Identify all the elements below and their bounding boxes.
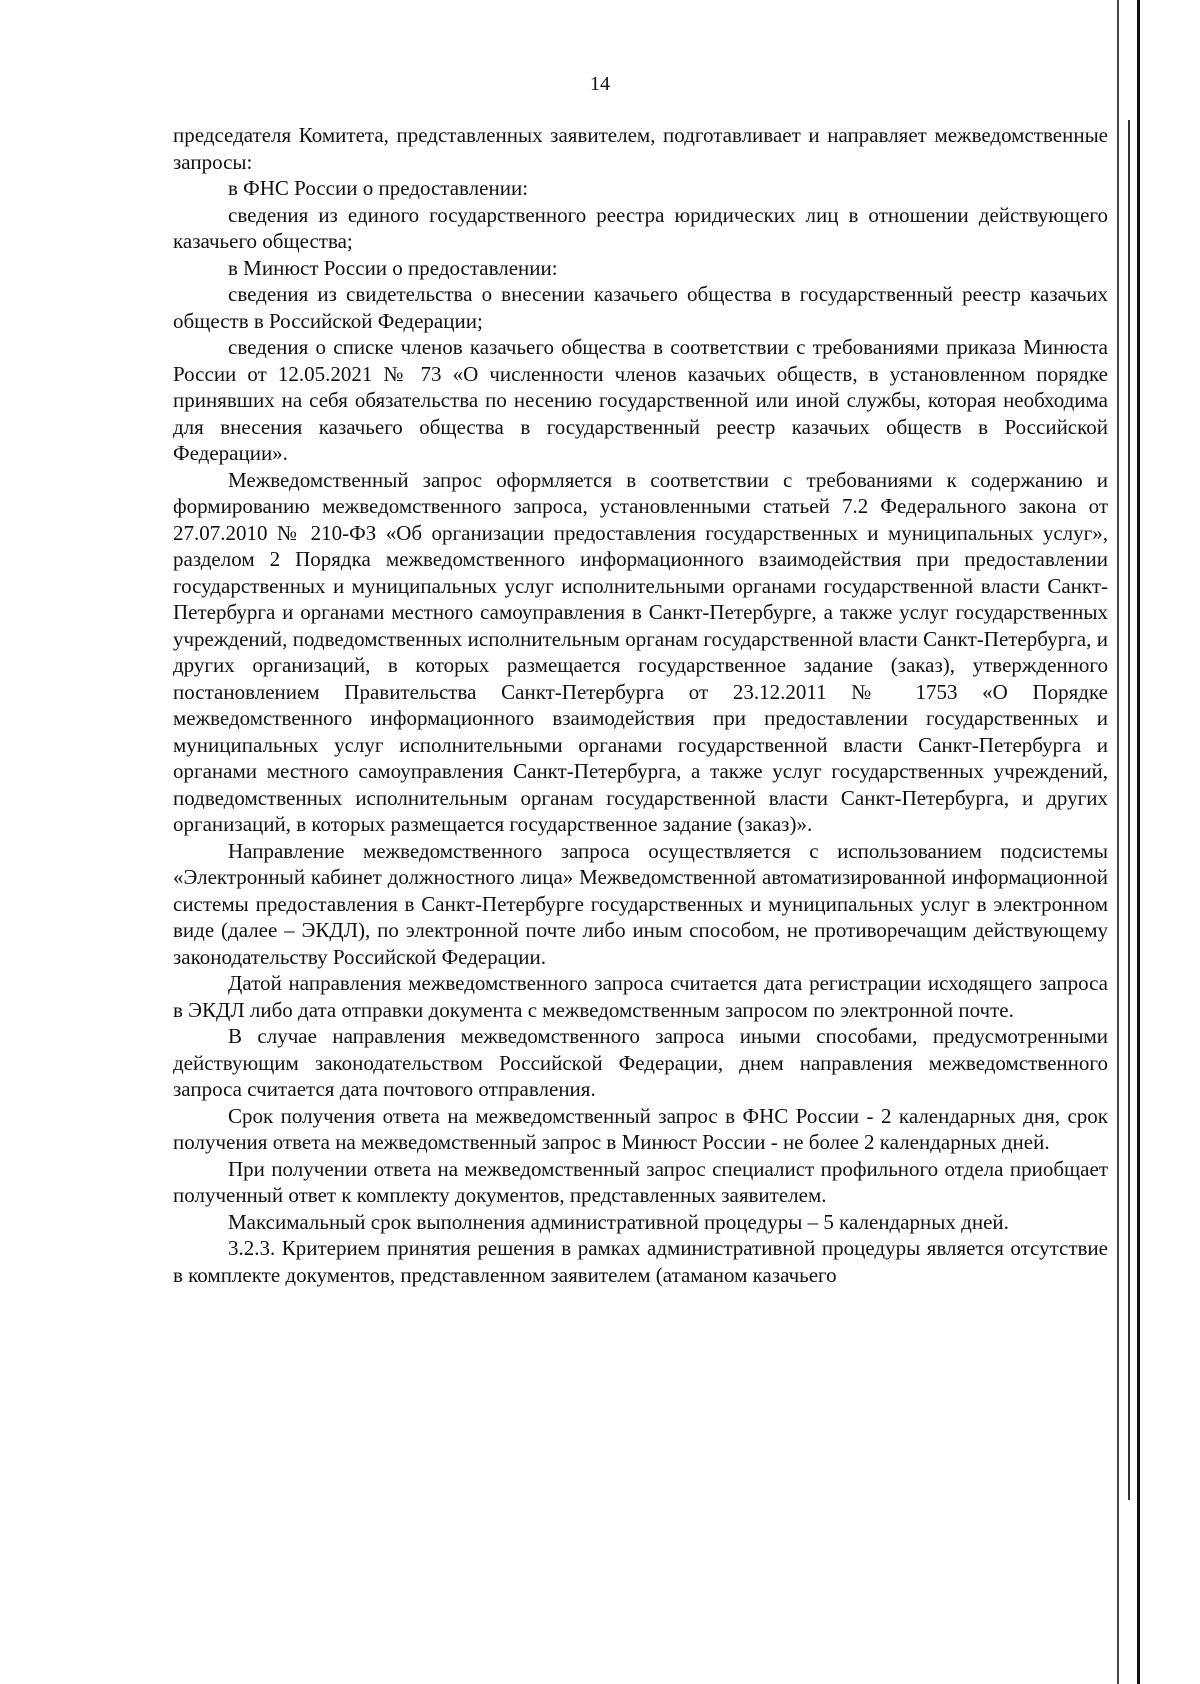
paragraph: председателя Комитета, представленных заявителем, подготавливает и направляет межведомственные запросы:: [173, 123, 1108, 174]
paragraph: сведения из единого государственного реестра юридических лиц в отношении действующего казачьего общества;: [173, 202, 1108, 253]
paragraph: При получении ответа на межведомственный запрос специалист профильного отдела приобщает полученный ответ к комплекту документов, представленных заявителем.: [173, 1156, 1108, 1207]
paragraph: Максимальный срок выполнения административной процедуры – 5 календарных дней.: [228, 1209, 1009, 1234]
paragraph: в ФНС России о предоставлении:: [228, 176, 529, 200]
paragraph: В случае направления межведомственного запроса иными способами, предусмотренными действующим законодательством Российской Федерации, днем направления межведомственного запроса считается дата почтового отправления.: [173, 1024, 1108, 1101]
paragraph: Срок получения ответа на межведомственный запрос в ФНС России - 2 календарных дня, срок получения ответа на межведомственный запрос в Минюст России - не более 2 календарных дней.: [173, 1103, 1108, 1154]
paragraph: Межведомственный запрос оформляется в соответствии с требованиями к содержанию и формированию межведомственного запроса, установленными статьей 7.2 Федерального закона от 27.07.2010 № 210-ФЗ «Об организации предоставления государственных и муниципальных услуг», разделом 2 Порядка межведомственного информационного взаимодействия при предоставлении государственных и муниципальных услуг исполнительными органами государственной власти Санкт-Петербурга и органами местного самоуправления в Санкт-Петербурге, а также услуг государственных учреждений, подведомственных исполнительным органам государственной власти Санкт-Петербурга, и других организаций, в которых размещается государственное задание (заказ), утвержденного постановлением Правительства Санкт-Петербурга от 23.12.2011 № 1753 «О Порядке межведомственного информационного взаимодействия при предоставлении государственных и муниципальных услуг исполнительными органами государственной власти Санкт-Петербурга и органами местного самоуправления Санкт-Петербурга, а также услуг государственных учреждений, подведомственных исполнительным органам государственной власти Санкт-Петербурга, и других организаций, в которых размещается государственное задание (заказ)».: [173, 467, 1108, 836]
paragraph: Направление межведомственного запроса осуществляется с использованием подсистемы «Электронный кабинет должностного лица» Межведомственной автоматизированной информационной системы предоставления в Санкт-Петербурге государственных и муниципальных услуг в электронном виде (далее – ЭКДЛ), по электронной почте либо иным способом, не противоречащим действующему законодательству Российской Федерации.: [173, 838, 1108, 969]
paragraph: в Минюст России о предоставлении:: [228, 255, 558, 280]
paragraph: Датой направления межведомственного запроса считается дата регистрации исходящего запроса в ЭКДЛ либо дата отправки документа с межведомственным запросом по электронной почте.: [173, 971, 1108, 1022]
paragraph: сведения из свидетельства о внесении казачьего общества в государственный реестр казачьих обществ в Российской Федерации;: [173, 282, 1108, 333]
page-number: 14: [590, 73, 610, 95]
paragraph: сведения о списке членов казачьего общества в соответствии с требованиями приказа Минюста России от 12.05.2021 № 73 «О численности членов казачьих обществ, в установленном порядке принявших на себя обязательства по несению государственной или иной службы, которая необходима для внесения казачьего общества в государственный реестр казачьих обществ в Российской Федерации».: [173, 335, 1108, 465]
document-body: [173, 122, 1108, 1288]
scan-edge-line: [1117, 0, 1119, 1684]
paragraph: 3.2.3. Критерием принятия решения в рамках административной процедуры является отсутствие в комплекте документов, представленном заявителем (атаманом казачьего: [173, 1236, 1108, 1287]
scan-edge-line: [1128, 120, 1130, 1500]
scan-edge-line: [1137, 0, 1140, 1684]
